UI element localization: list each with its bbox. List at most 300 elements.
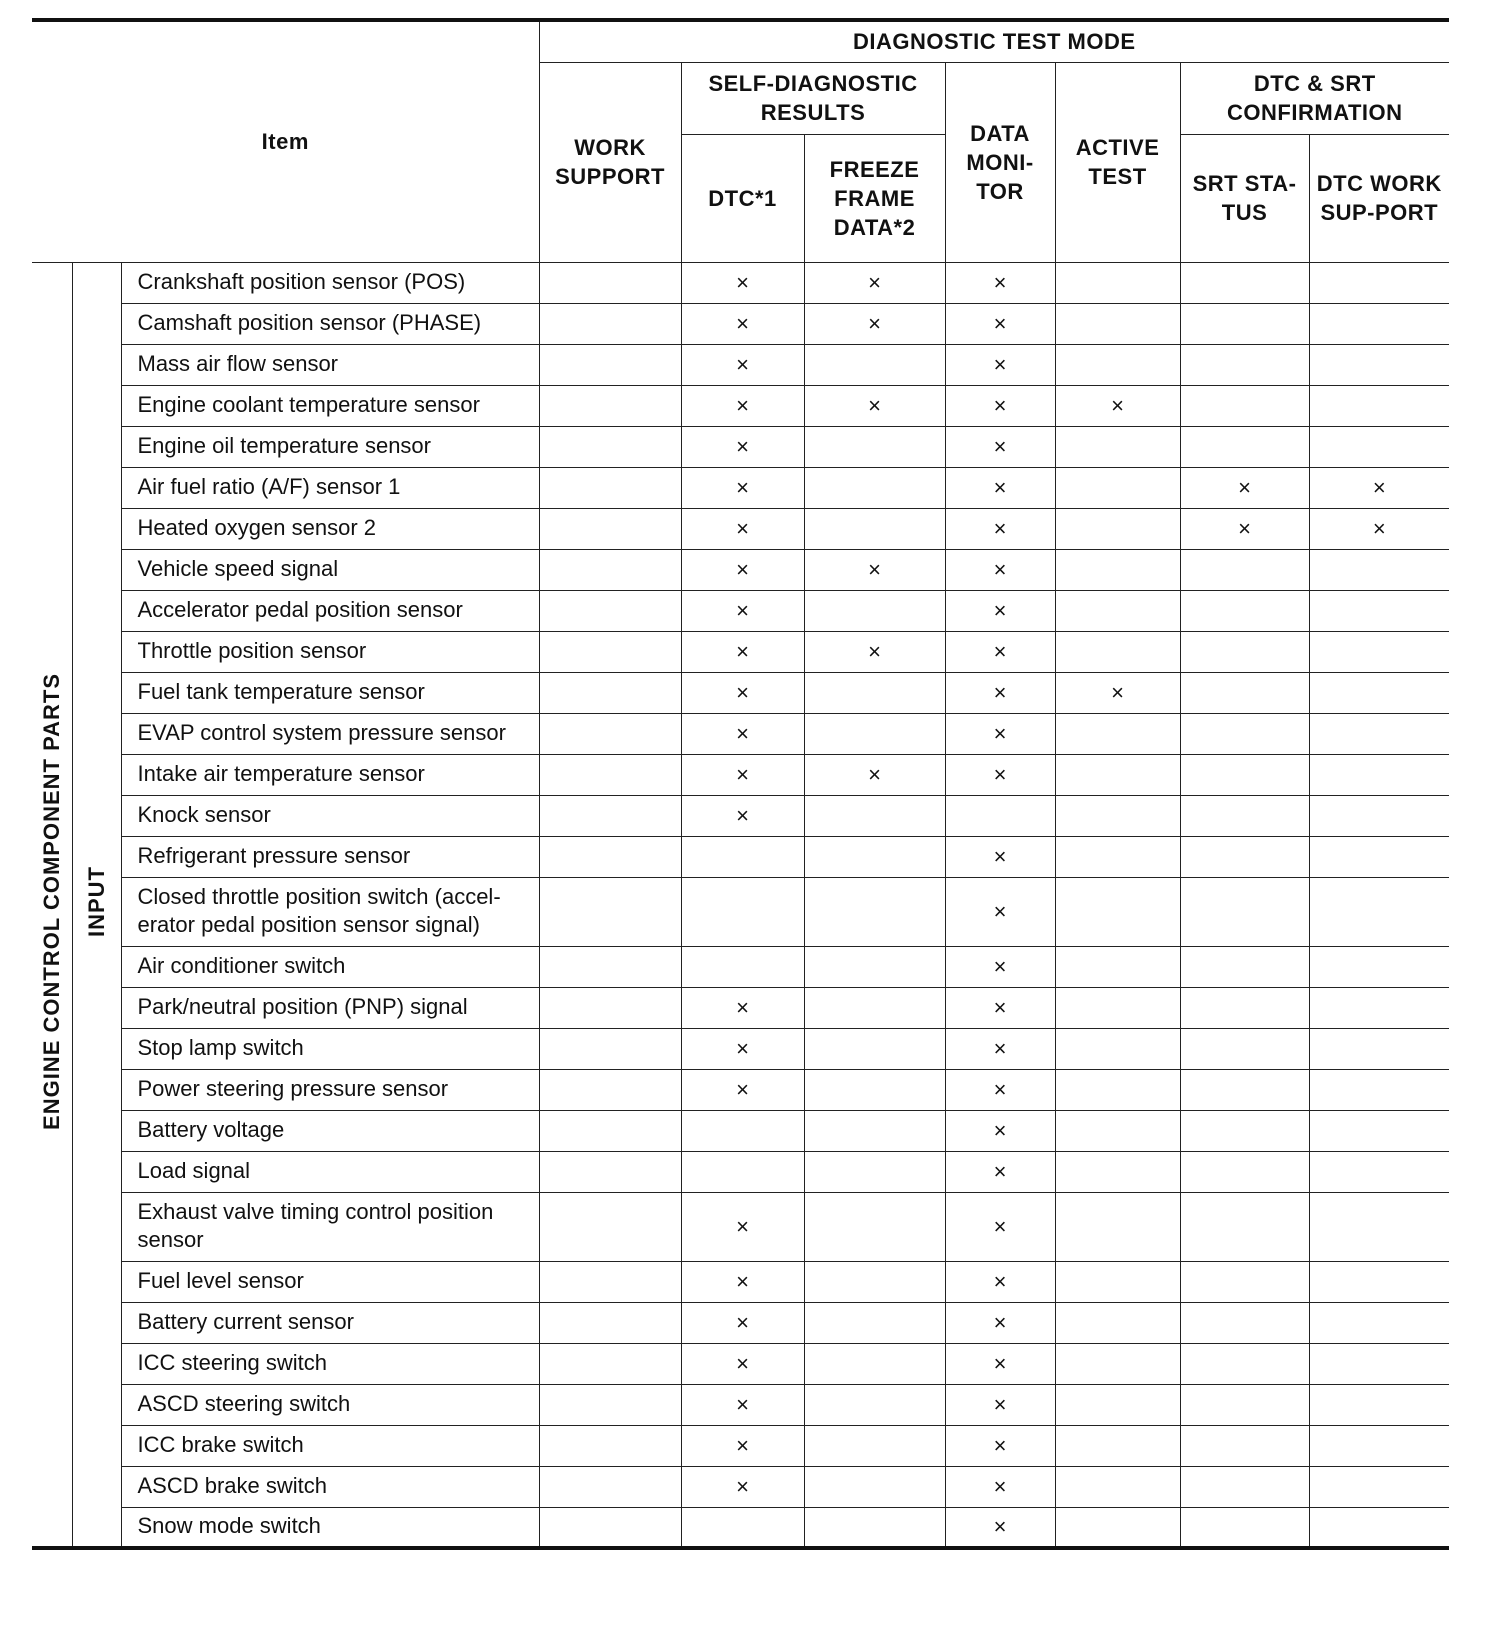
check-mark: × [736,994,749,1020]
mark-cell-freeze-frame-data [804,754,945,795]
mark-cell-active-test [1055,836,1180,877]
mark-cell-work-support [539,713,681,754]
mark-cell-dtc [681,590,804,631]
mark-cell-work-support [539,1302,681,1343]
mark-cell-data-monitor [945,795,1055,836]
item-name: Camshaft position sensor (PHASE) [121,303,539,344]
mark-cell-data-monitor [945,1028,1055,1069]
mark-cell-active-test [1055,262,1180,303]
check-mark: × [736,1076,749,1102]
mark-cell-dtc-work-support [1309,672,1449,713]
mark-cell-srt-status [1180,1302,1309,1343]
header-self-diagnostic-results: SELF-DIAGNOSTIC RESULTS [681,62,945,134]
table-row [32,344,1449,385]
mark-cell-dtc [681,1028,804,1069]
mark-cell-dtc-work-support [1309,1192,1449,1261]
item-name: Throttle position sensor [121,631,539,672]
check-mark: × [868,392,881,418]
mark-cell-srt-status [1180,1507,1309,1548]
item-name: Closed throttle position switch (accel-erator pedal position sensor signal) [121,877,539,946]
mark-cell-data-monitor [945,1302,1055,1343]
item-name: Accelerator pedal position sensor [121,590,539,631]
mark-cell-srt-status [1180,590,1309,631]
mark-cell-freeze-frame-data [804,1192,945,1261]
mark-cell-freeze-frame-data [804,987,945,1028]
mark-cell-dtc [681,1384,804,1425]
mark-cell-dtc-work-support [1309,1028,1449,1069]
mark-cell-freeze-frame-data [804,1151,945,1192]
table-row [32,631,1449,672]
mark-cell-dtc [681,713,804,754]
mark-cell-data-monitor [945,754,1055,795]
mark-cell-data-monitor [945,1425,1055,1466]
check-mark: × [993,597,1007,623]
mark-cell-data-monitor [945,1466,1055,1507]
mark-cell-srt-status [1180,795,1309,836]
mark-cell-freeze-frame-data [804,385,945,426]
check-mark: × [993,392,1007,418]
mark-cell-dtc [681,836,804,877]
mark-cell-freeze-frame-data [804,590,945,631]
mark-cell-work-support [539,795,681,836]
subgroup-label: INPUT [83,866,109,938]
mark-cell-data-monitor [945,631,1055,672]
header-data-monitor: DATA MONI-TOR [945,62,1055,262]
mark-cell-work-support [539,836,681,877]
mark-cell-dtc [681,877,804,946]
check-mark: × [993,556,1007,582]
mark-cell-data-monitor [945,426,1055,467]
mark-cell-data-monitor [945,467,1055,508]
mark-cell-work-support [539,987,681,1028]
mark-cell-dtc [681,1507,804,1548]
header-active-test: ACTIVE TEST [1055,62,1180,262]
check-mark: × [736,515,749,541]
check-mark: × [736,474,749,500]
mark-cell-data-monitor [945,836,1055,877]
item-name: Engine coolant temperature sensor [121,385,539,426]
mark-cell-work-support [539,672,681,713]
mark-cell-dtc-work-support [1309,795,1449,836]
table-row [32,385,1449,426]
mark-cell-freeze-frame-data [804,877,945,946]
check-mark: × [1111,392,1124,418]
check-mark: × [1238,474,1251,500]
item-name: Engine oil temperature sensor [121,426,539,467]
mark-cell-active-test [1055,631,1180,672]
mark-cell-dtc [681,946,804,987]
mark-cell-data-monitor [945,987,1055,1028]
check-mark: × [993,898,1007,924]
mark-cell-work-support [539,631,681,672]
mark-cell-dtc [681,1343,804,1384]
mark-cell-data-monitor [945,877,1055,946]
mark-cell-data-monitor [945,590,1055,631]
item-name: EVAP control system pressure sensor [121,713,539,754]
mark-cell-active-test [1055,1466,1180,1507]
mark-cell-dtc-work-support [1309,1507,1449,1548]
check-mark: × [736,1350,749,1376]
item-name: Stop lamp switch [121,1028,539,1069]
mark-cell-active-test [1055,590,1180,631]
item-name: Intake air temperature sensor [121,754,539,795]
mark-cell-data-monitor [945,1110,1055,1151]
check-mark: × [736,1473,749,1499]
mark-cell-work-support [539,1425,681,1466]
mark-cell-srt-status [1180,262,1309,303]
mark-cell-work-support [539,508,681,549]
mark-cell-dtc-work-support [1309,590,1449,631]
mark-cell-freeze-frame-data [804,795,945,836]
mark-cell-srt-status [1180,549,1309,590]
mark-cell-freeze-frame-data [804,426,945,467]
table-row [32,836,1449,877]
table-body [32,262,1449,1548]
mark-cell-work-support [539,946,681,987]
mark-cell-dtc [681,1069,804,1110]
mark-cell-work-support [539,426,681,467]
mark-cell-dtc [681,385,804,426]
check-mark: × [736,392,749,418]
mark-cell-srt-status [1180,713,1309,754]
mark-cell-dtc [681,1425,804,1466]
check-mark: × [736,1391,749,1417]
table-row [32,1384,1449,1425]
mark-cell-freeze-frame-data [804,303,945,344]
table-row [32,672,1449,713]
mark-cell-active-test [1055,1261,1180,1302]
mark-cell-dtc-work-support [1309,1466,1449,1507]
item-name: Refrigerant pressure sensor [121,836,539,877]
mark-cell-dtc-work-support [1309,1261,1449,1302]
mark-cell-dtc [681,987,804,1028]
mark-cell-work-support [539,1466,681,1507]
check-mark: × [736,720,749,746]
check-mark: × [736,556,749,582]
mark-cell-work-support [539,344,681,385]
mark-cell-srt-status [1180,946,1309,987]
check-mark: × [993,515,1007,541]
mark-cell-dtc-work-support [1309,1110,1449,1151]
mark-cell-srt-status [1180,1466,1309,1507]
mark-cell-dtc-work-support [1309,1069,1449,1110]
item-name: Snow mode switch [121,1507,539,1548]
item-name: Mass air flow sensor [121,344,539,385]
mark-cell-active-test [1055,1028,1180,1069]
item-name: Fuel tank temperature sensor [121,672,539,713]
mark-cell-dtc [681,1110,804,1151]
header-freeze-frame-data: FREEZE FRAME DATA*2 [804,134,945,262]
check-mark: × [993,1268,1007,1294]
mark-cell-active-test [1055,713,1180,754]
mark-cell-active-test [1055,385,1180,426]
header-dtc-srt-confirmation: DTC & SRT CONFIRMATION [1180,62,1449,134]
table-row [32,590,1449,631]
mark-cell-dtc [681,426,804,467]
check-mark: × [993,351,1007,377]
mark-cell-active-test [1055,1192,1180,1261]
mark-cell-data-monitor [945,303,1055,344]
mark-cell-active-test [1055,1069,1180,1110]
table-row [32,549,1449,590]
mark-cell-data-monitor [945,262,1055,303]
mark-cell-freeze-frame-data [804,508,945,549]
check-mark: × [993,1473,1007,1499]
check-mark: × [868,310,881,336]
diagnostic-mode-table [32,18,1449,1550]
mark-cell-active-test [1055,508,1180,549]
mark-cell-dtc-work-support [1309,1384,1449,1425]
mark-cell-active-test [1055,344,1180,385]
check-mark: × [868,761,881,787]
mark-cell-work-support [539,303,681,344]
table-row [32,467,1449,508]
item-name: Battery voltage [121,1110,539,1151]
mark-cell-work-support [539,467,681,508]
header-srt-status: SRT STA-TUS [1180,134,1309,262]
mark-cell-srt-status [1180,344,1309,385]
mark-cell-dtc-work-support [1309,877,1449,946]
mark-cell-work-support [539,754,681,795]
check-mark: × [993,843,1007,869]
mark-cell-active-test [1055,549,1180,590]
mark-cell-freeze-frame-data [804,1343,945,1384]
mark-cell-srt-status [1180,754,1309,795]
mark-cell-work-support [539,1028,681,1069]
mark-cell-dtc-work-support [1309,467,1449,508]
mark-cell-active-test [1055,754,1180,795]
table-row [32,1302,1449,1343]
mark-cell-freeze-frame-data [804,631,945,672]
check-mark: × [993,720,1007,746]
mark-cell-srt-status [1180,303,1309,344]
mark-cell-srt-status [1180,385,1309,426]
mark-cell-active-test [1055,877,1180,946]
check-mark: × [1372,515,1386,541]
table-row [32,946,1449,987]
mark-cell-dtc-work-support [1309,1151,1449,1192]
mark-cell-srt-status [1180,1192,1309,1261]
table-row [32,426,1449,467]
item-name: Load signal [121,1151,539,1192]
mark-cell-active-test [1055,987,1180,1028]
mark-cell-freeze-frame-data [804,672,945,713]
check-mark: × [736,679,749,705]
check-mark: × [993,679,1007,705]
check-mark: × [993,1309,1007,1335]
mark-cell-dtc [681,795,804,836]
mark-cell-work-support [539,1343,681,1384]
item-name: Battery current sensor [121,1302,539,1343]
check-mark: × [868,638,881,664]
table-row [32,1192,1449,1261]
mark-cell-active-test [1055,1425,1180,1466]
check-mark: × [993,1158,1007,1184]
item-name: Fuel level sensor [121,1261,539,1302]
check-mark: × [868,556,881,582]
check-mark: × [736,1035,749,1061]
mark-cell-dtc-work-support [1309,262,1449,303]
table-row [32,1028,1449,1069]
item-name: Park/neutral position (PNP) signal [121,987,539,1028]
mark-cell-srt-status [1180,1384,1309,1425]
item-name: ASCD steering switch [121,1384,539,1425]
group-label: ENGINE CONTROL COMPONENT PARTS [38,673,64,1131]
table-row [32,877,1449,946]
mark-cell-data-monitor [945,1069,1055,1110]
mark-cell-freeze-frame-data [804,713,945,754]
mark-cell-srt-status [1180,1069,1309,1110]
mark-cell-work-support [539,262,681,303]
check-mark: × [736,1309,749,1335]
mark-cell-data-monitor [945,549,1055,590]
table-row [32,1110,1449,1151]
mark-cell-freeze-frame-data [804,1261,945,1302]
check-mark: × [993,994,1007,1020]
check-mark: × [993,1432,1007,1458]
mark-cell-data-monitor [945,946,1055,987]
item-name: Vehicle speed signal [121,549,539,590]
mark-cell-freeze-frame-data [804,1466,945,1507]
check-mark: × [736,1432,749,1458]
mark-cell-srt-status [1180,1151,1309,1192]
header-work-support: WORK SUPPORT [539,62,681,262]
mark-cell-freeze-frame-data [804,467,945,508]
check-mark: × [993,1391,1007,1417]
mark-cell-active-test [1055,1302,1180,1343]
mark-cell-work-support [539,549,681,590]
check-mark: × [993,474,1007,500]
check-mark: × [868,269,881,295]
check-mark: × [736,310,749,336]
table-row [32,1069,1449,1110]
check-mark: × [993,269,1007,295]
mark-cell-dtc [681,1261,804,1302]
check-mark: × [993,310,1007,336]
table-row [32,713,1449,754]
mark-cell-dtc [681,1151,804,1192]
mark-cell-active-test [1055,1507,1180,1548]
mark-cell-data-monitor [945,1151,1055,1192]
mark-cell-freeze-frame-data [804,344,945,385]
check-mark: × [736,1213,749,1239]
check-mark: × [993,433,1007,459]
mark-cell-active-test [1055,1343,1180,1384]
table-row [32,1507,1449,1548]
mark-cell-dtc [681,1302,804,1343]
table-row [32,1343,1449,1384]
check-mark: × [993,1213,1007,1239]
mark-cell-freeze-frame-data [804,1110,945,1151]
check-mark: × [736,802,749,828]
mark-cell-srt-status [1180,672,1309,713]
table-row [32,1466,1449,1507]
table-row [32,1425,1449,1466]
mark-cell-dtc-work-support [1309,987,1449,1028]
mark-cell-dtc-work-support [1309,946,1449,987]
mark-cell-work-support [539,1069,681,1110]
mark-cell-data-monitor [945,1261,1055,1302]
mark-cell-dtc [681,1466,804,1507]
item-name: Knock sensor [121,795,539,836]
mark-cell-srt-status [1180,508,1309,549]
check-mark: × [993,1513,1007,1539]
mark-cell-srt-status [1180,631,1309,672]
mark-cell-dtc [681,754,804,795]
mark-cell-freeze-frame-data [804,1425,945,1466]
mark-cell-work-support [539,1384,681,1425]
mark-cell-freeze-frame-data [804,262,945,303]
check-mark: × [736,269,749,295]
mark-cell-srt-status [1180,1343,1309,1384]
mark-cell-freeze-frame-data [804,1507,945,1548]
mark-cell-work-support [539,877,681,946]
mark-cell-srt-status [1180,877,1309,946]
mark-cell-freeze-frame-data [804,1028,945,1069]
mark-cell-active-test [1055,672,1180,713]
mark-cell-freeze-frame-data [804,946,945,987]
table-row [32,754,1449,795]
mark-cell-dtc [681,508,804,549]
check-mark: × [993,1117,1007,1143]
check-mark: × [1372,474,1386,500]
item-name: ICC steering switch [121,1343,539,1384]
check-mark: × [993,953,1007,979]
item-name: Power steering pressure sensor [121,1069,539,1110]
mark-cell-active-test [1055,467,1180,508]
mark-cell-freeze-frame-data [804,836,945,877]
mark-cell-data-monitor [945,1507,1055,1548]
mark-cell-srt-status [1180,1425,1309,1466]
mark-cell-data-monitor [945,344,1055,385]
item-name: Crankshaft position sensor (POS) [121,262,539,303]
mark-cell-dtc-work-support [1309,1302,1449,1343]
mark-cell-work-support [539,1261,681,1302]
table-row [32,1261,1449,1302]
mark-cell-data-monitor [945,385,1055,426]
mark-cell-dtc-work-support [1309,385,1449,426]
mark-cell-data-monitor [945,1192,1055,1261]
mark-cell-dtc-work-support [1309,549,1449,590]
mark-cell-active-test [1055,946,1180,987]
header-item: Item [32,20,539,262]
mark-cell-work-support [539,590,681,631]
mark-cell-data-monitor [945,672,1055,713]
mark-cell-active-test [1055,795,1180,836]
mark-cell-srt-status [1180,1110,1309,1151]
check-mark: × [736,638,749,664]
mark-cell-dtc-work-support [1309,508,1449,549]
header-diagnostic-test-mode: DIAGNOSTIC TEST MODE [539,20,1449,62]
check-mark: × [993,1350,1007,1376]
mark-cell-srt-status [1180,467,1309,508]
mark-cell-data-monitor [945,713,1055,754]
mark-cell-dtc-work-support [1309,713,1449,754]
mark-cell-srt-status [1180,1261,1309,1302]
mark-cell-freeze-frame-data [804,1302,945,1343]
mark-cell-dtc-work-support [1309,754,1449,795]
header-dtc: DTC*1 [681,134,804,262]
table-row [32,795,1449,836]
item-name: ICC brake switch [121,1425,539,1466]
group-label-cell [32,262,72,1548]
mark-cell-dtc [681,467,804,508]
check-mark: × [736,433,749,459]
check-mark: × [993,638,1007,664]
mark-cell-dtc-work-support [1309,303,1449,344]
check-mark: × [736,351,749,377]
mark-cell-active-test [1055,303,1180,344]
